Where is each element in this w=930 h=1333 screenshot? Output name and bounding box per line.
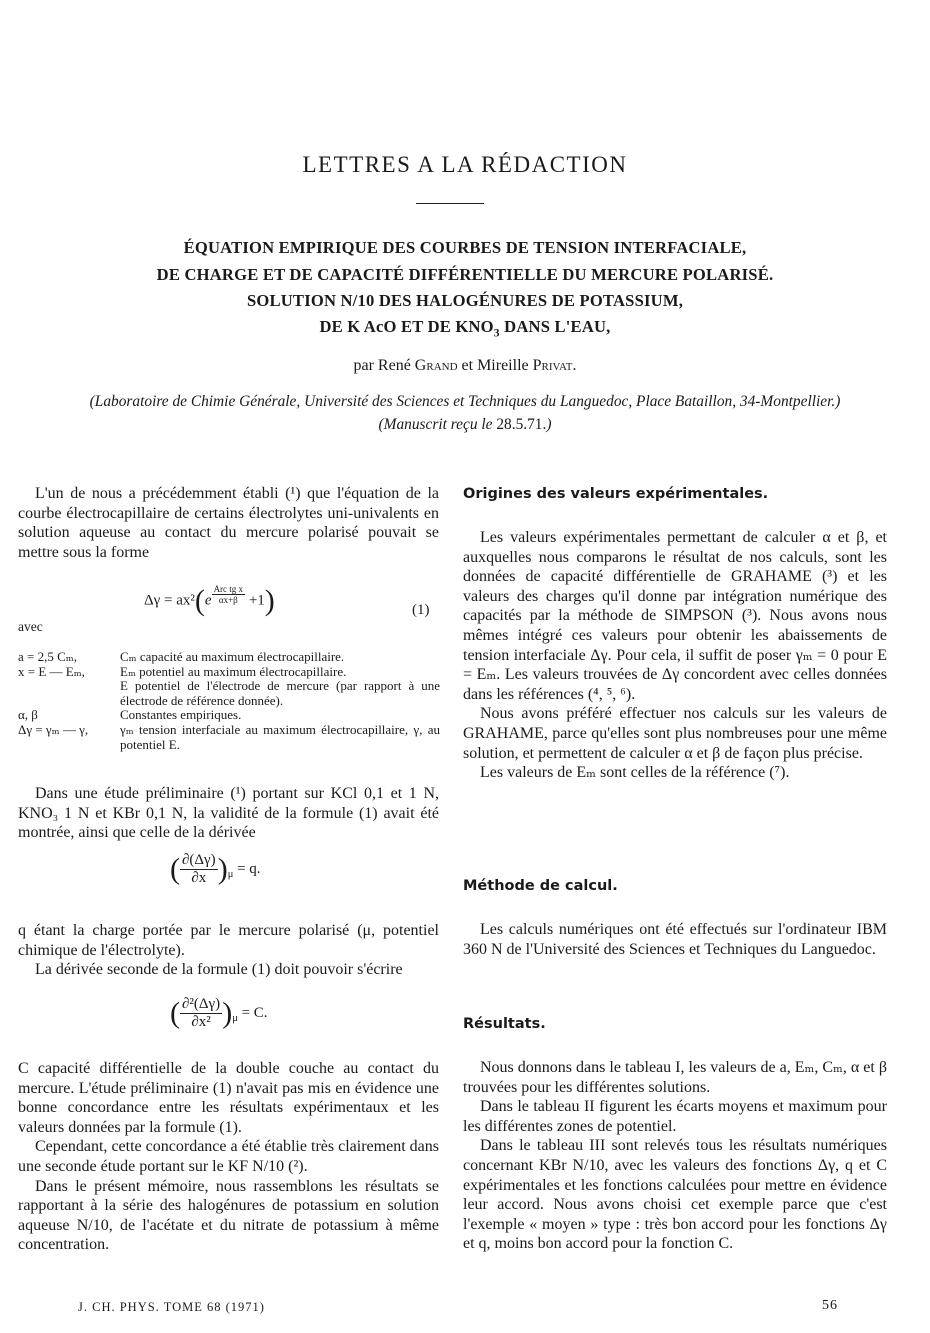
author-grand: Grand (414, 357, 458, 374)
paragraph: Les valeurs de Eₘ sont celles de la référence (⁷). (480, 764, 790, 782)
left-column-p5 (18, 1059, 439, 1255)
equation-1-number: (1) (412, 602, 430, 618)
right-column-resultats (463, 1058, 887, 1254)
article-title-line-1: ÉQUATION EMPIRIQUE DES COURBES DE TENSION INTERFACIALE, (183, 238, 747, 257)
heading-origines: Origines des valeurs expérimentales. (463, 486, 769, 502)
affiliation: (Laboratoire de Chimie Générale, Université des Sciences et Techniques du Languedoc, Place Bataillon, 34-Montpellier.) (89, 393, 841, 410)
section-title: LETTRES A LA RÉDACTION (302, 152, 628, 177)
paragraph: q étant la charge portée par le mercure polarisé (μ, potentiel chimique de l'électrolyte). (18, 922, 439, 959)
equation-2: ( $\frac{\partial(\Delta\gamma)}{\partial x}$ )$_\mu = q$. (170, 852, 261, 886)
paragraph: Dans le tableau II figurent les écarts moyens et maximum pour les différentes zones de potentiel. (463, 1098, 887, 1135)
paragraph: Les calculs numériques ont été effectués sur l'ordinateur IBM 360 N de l'Université des Sciences et Techniques du Languedoc. (463, 921, 887, 958)
paragraph: Dans le tableau III sont relevés tous les résultats numériques concernant KBr N/10, avec les valeurs des fonctions Δγ, q et C expérimentales et les fonctions calculées pour mettre en évidence leur accord. Nous avons choisi cet exemple parce que c'est l'exemple « moyen » type : très bon accord pour les fonctions Δγ et q, moins bon accord pour la fonction C. (463, 1137, 887, 1253)
right-column-methode (463, 920, 887, 959)
paragraph: Cependant, cette concordance a été établie très clairement dans une seconde étude portant sur le KF N/10 (²). (18, 1138, 439, 1175)
paragraph: Dans une étude préliminaire (¹) portant sur KCl 0,1 et 1 N, KNO₃ 1 N et KBr 0,1 N, la validité de la formule (1) avait été montrée, ainsi que celle de la dérivée (18, 785, 439, 842)
title-divider (416, 203, 484, 204)
definition-row: a = 2,5 Cₘ, Cₘ capacité au maximum électrocapillaire. (18, 649, 345, 664)
paragraph: Nous donnons dans le tableau I, les valeurs de a, Eₘ, Cₘ, α et β trouvées pour les différentes solutions. (463, 1059, 887, 1096)
left-column-intro (18, 484, 439, 562)
definition-row: Δγ = γₘ — γ, γₘ tension interfaciale au maximum électrocapillaire, γ, au potentiel E. (18, 721, 440, 752)
page-number: 56 (822, 1298, 838, 1313)
definition-row: x = E — Eₘ, Eₘ potentiel au maximum électrocapillaire. (18, 663, 347, 679)
avec-label: avec (18, 619, 43, 634)
right-column-origines (463, 528, 887, 783)
article-title-line-2: DE CHARGE ET DE CAPACITÉ DIFFÉRENTIELLE DU MERCURE POLARISÉ. (156, 265, 774, 284)
heading-methode: Méthode de calcul. (463, 878, 618, 894)
equation-1: Δγ = ax²(e $\frac{\text{Arc tg x}}{\alpha x+\beta}$ +1) (144, 584, 275, 617)
definition-row: E potentiel de l'électrode de mercure (par rapport à une électrode de référence donnée). (120, 678, 440, 708)
left-column-p2 (18, 784, 439, 843)
journal-reference: J. CH. PHYS. TOME 68 (1971) (78, 1300, 265, 1314)
definition-row: α, β Constantes empiriques. (18, 707, 242, 723)
equation-3: ( $\frac{\text{∂²(Δγ)}}{\text{∂x²}}$ )$_\mu = C$. (170, 996, 268, 1030)
paragraph: L'un de nous a précédemment établi (¹) que l'équation de la courbe électrocapillaire de certains électrolytes uni-univalents en solution aqueuse au contact du mercure polarisé pouvait se mettre sous la forme (18, 485, 439, 561)
paragraph: Dans le présent mémoire, nous rassemblons les résultats se rapportant à la série des halogénures de potassium en solution aqueuse N/10, de l'acétate et du nitrate de potassium à même concentration. (18, 1177, 439, 1254)
paragraph: Les valeurs expérimentales permettant de calculer α et β, et auxquelles nous comparons le résultat de nos calculs, sont les données de capacité différentielle de GRAHAME (³) et les valeurs des charges qu'il donne par intégration numérique des capacités par la méthode de SIMPSON (³). Nous avons nous mêmes intégré ces valeurs pour obtenir les abaissements de tension interfaciale Δγ. Pour cela, il suffit de poser γₘ = 0 pour E = Eₘ. Les valeurs trouvées de Δγ concordent avec celles données dans les références (⁴, ⁵, ⁶). (463, 529, 887, 703)
definitions (18, 650, 440, 752)
paragraph: La dérivée seconde de la formule (1) doit pouvoir s'écrire (35, 961, 403, 979)
left-column-p3 (18, 921, 439, 980)
authors: par René Grand et Mireille Privat. (353, 357, 577, 374)
author-privat: Privat (532, 357, 573, 374)
paragraph: C capacité différentielle de la double couche au contact du mercure. L'étude préliminaire (1) n'avait pas mis en évidence une bonne concordance entre les résultats expérimentaux et les valeurs données par la formule (1). (18, 1060, 439, 1136)
article-title-line-4: DE K AcO ET DE $KNO_3$ DANS L'EAU, (319, 317, 611, 340)
paragraph: Nous avons préféré effectuer nos calculs sur les valeurs de GRAHAME, parce qu'elles sont plus nombreuses pour une même solution, et permettent de calculer α et β de façon plus précise. (463, 705, 887, 762)
article-title-line-3: SOLUTION N/10 DES HALOGÉNURES DE POTASSIUM, (246, 291, 684, 310)
received-date: (Manuscrit reçu le 28.5.71.) (378, 416, 552, 433)
heading-resultats: Résultats. (463, 1016, 546, 1032)
